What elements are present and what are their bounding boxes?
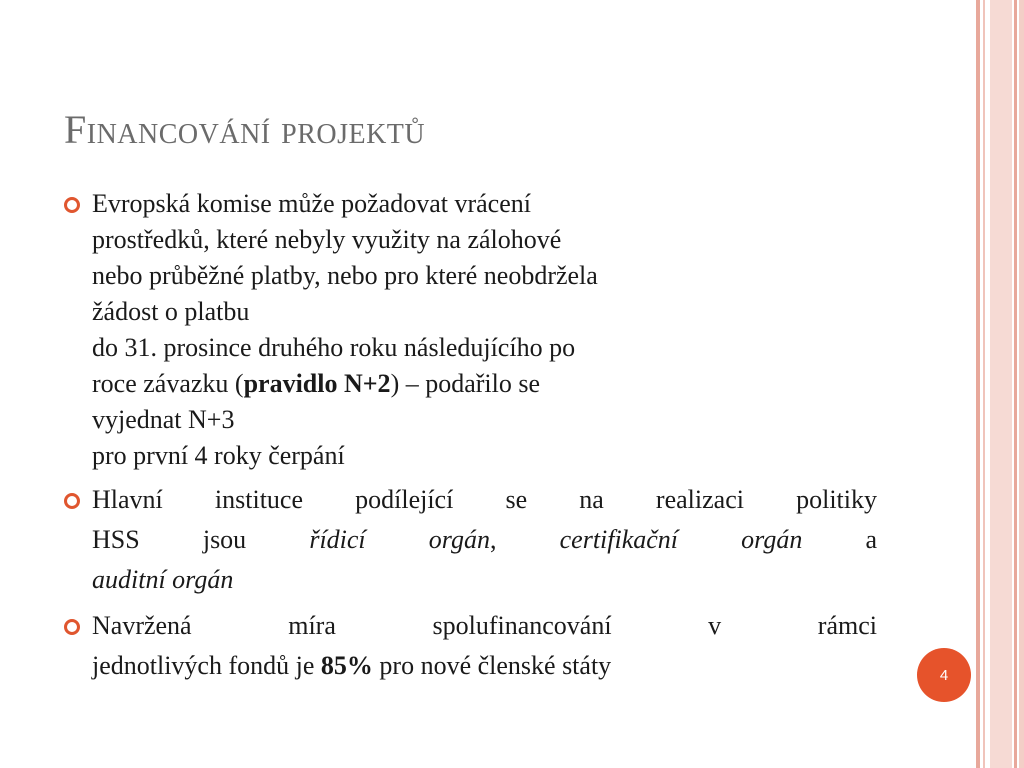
bullet-item xyxy=(64,186,877,474)
bullet-circle-icon xyxy=(64,197,80,213)
slide-title: Financování projektů xyxy=(64,107,426,152)
bullet-text-line: Evropská komise může požadovat vrácení xyxy=(92,189,531,218)
bold-rule: pravidlo N+2 xyxy=(243,369,391,398)
slide-content xyxy=(64,186,877,692)
italic-term: auditní orgán xyxy=(92,565,234,594)
bullet-circle-icon xyxy=(64,619,80,635)
italic-term: certifikační orgán xyxy=(559,525,803,554)
bullet-text-line: Navržená míra spolufinancování v rámci xyxy=(92,611,877,640)
decorative-stripe xyxy=(1019,0,1024,768)
bullet-text-line xyxy=(92,520,877,560)
bullet-text-line xyxy=(92,560,877,600)
decorative-stripe xyxy=(1014,0,1017,768)
italic-term: řídicí orgán xyxy=(309,525,490,554)
bullet-text-line xyxy=(92,646,877,686)
decorative-stripe xyxy=(983,0,985,768)
bullet-circle-icon xyxy=(64,493,80,509)
page-number-badge xyxy=(917,648,971,702)
decorative-stripe xyxy=(990,0,1012,768)
text-segment: a xyxy=(802,525,878,554)
bullet-item xyxy=(64,606,877,686)
bullet-text-line xyxy=(92,366,877,402)
bullet-text-line: do 31. prosince druhého roku následujícího po xyxy=(92,333,576,362)
decorative-stripe xyxy=(976,0,980,768)
page-number: 4 xyxy=(939,666,949,684)
text-segment: HSS jsou xyxy=(92,525,310,554)
bullet-text-line: Hlavní instituce podílející se na realizaci politiky xyxy=(92,485,877,514)
bullet-item xyxy=(64,480,877,600)
text-segment: roce závazku ( xyxy=(92,369,244,398)
bullet-text-line: vyjednat N+3 xyxy=(92,405,235,434)
bullet-text-line: žádost o platbu xyxy=(92,297,250,326)
bullet-text-line: pro první 4 roky čerpání xyxy=(92,441,345,470)
text-segment: , xyxy=(489,525,560,554)
text-segment: ) – podařilo se xyxy=(390,369,541,398)
text-segment: jednotlivých fondů je xyxy=(92,651,321,680)
bullet-text-line: nebo průběžné platby, nebo pro které neobdržela xyxy=(92,261,598,290)
text-segment: pro nové členské státy xyxy=(372,651,612,680)
bold-value: 85% xyxy=(320,651,373,680)
bullet-text-line: prostředků, které nebyly využity na zálohové xyxy=(92,225,562,254)
